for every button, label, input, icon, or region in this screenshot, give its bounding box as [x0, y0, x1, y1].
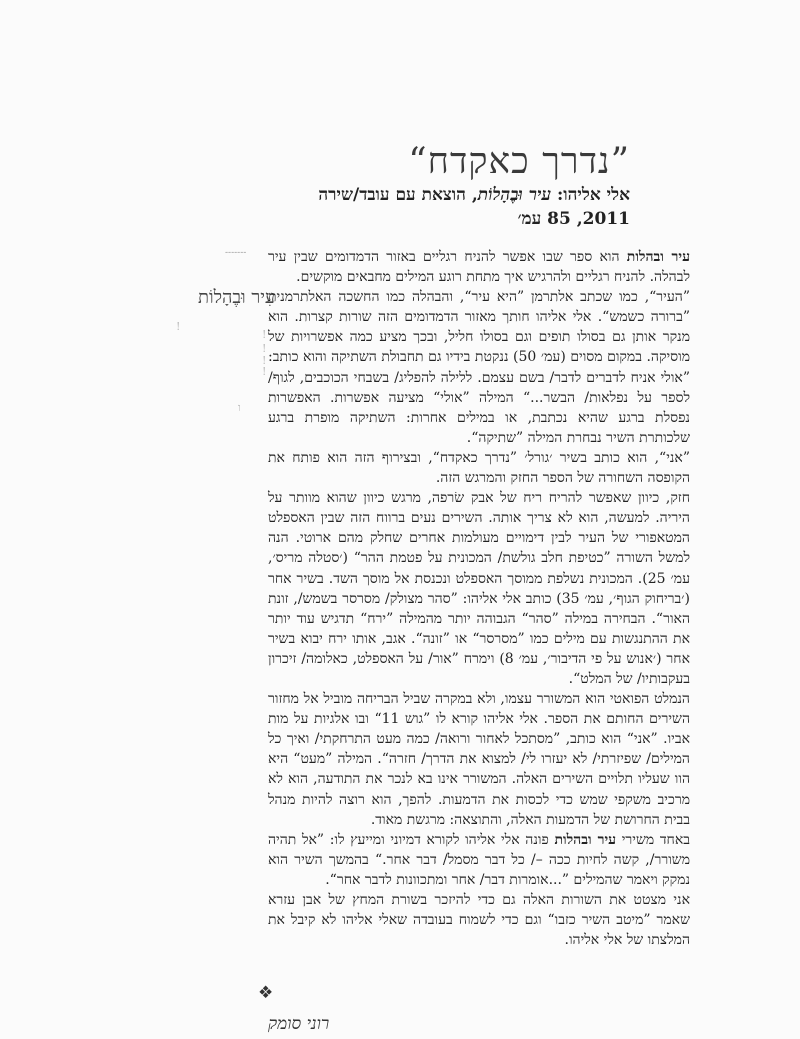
- margin-mark: !: [176, 320, 181, 333]
- review-paragraph: [268, 247, 690, 287]
- review-paragraph: [268, 890, 690, 950]
- paragraph-text: ”העיר“, כמו שכתב אלתרמן ”היא עיר“, והבהלה כמו החשכה האלתרמנית ”ברורה כשמש“. אלי אליהו חותך מאזור הדמדומים הזה שורות קצרות. הוא מנקר אותן גם בסולו תופים וגם בסולו חליל, ובכך מציע כמה אפשרויות של מוסיקה. במקום מסוים (עמ׳ 50) ננקטת בידיו גם תחבולת השתיקה והוא כותב: ”אולי אניח לדברים לדבר/ בשם עצמם. ללילה להפליג/ בשבחי הכוכבים, לגוף/ לספר על נפלאות/ הבשר...“ המילה ”אולי“ מציעה אפשרות. האפשרות נפסלת ברגע שהיא נכתבת, או במילים אחרות: השתיקה מופרת ברגע שלכותרת השיר נבחרת המילה ”שתיקה“.: [268, 289, 690, 446]
- paragraph-text: אני מצטט את השורות האלה גם כדי להיזכר בשורת המחץ של אבן עזרא שאמר ”מיטב השיר כזבו“ וגם כדי לשמוח בעובדה שאלי אליהו לא קיבל את המלצתו של אלי אליהו.: [268, 892, 690, 949]
- book-reference-line1: [110, 183, 630, 207]
- review-paragraph: [268, 689, 690, 830]
- paragraph-text: ”אני“, הוא כותב בשיר ׳גורל׳ ”נדרך כאקדח“, ובצירוף הזה הוא פותח את הקופסה השחורה של הספר החזק והמרגש הזה.: [268, 449, 690, 487]
- side-book-title: עִיר וּבֶהָלוֹת: [198, 287, 276, 308]
- review-paragraph: [268, 448, 690, 488]
- end-ornament-icon: ❖: [258, 983, 274, 1003]
- margin-mark: !: [262, 342, 267, 355]
- review-paragraph: [268, 488, 690, 689]
- review-author: רוני סומק: [268, 1014, 330, 1034]
- paragraph-text: הוא ספר שבו אפשר להניח רגליים באזור הדמדומים שבין עיר לבהלה. להניח רגליים ולהרגיש איך מתחת רוגע המילים מחבאים מוקשים.: [268, 249, 690, 286]
- book-author: אלי אליהו:: [551, 185, 630, 205]
- margin-mark: ו: [238, 401, 241, 414]
- paragraph-text: באחד משירי: [616, 831, 690, 848]
- margin-scribble: -------: [225, 248, 247, 258]
- book-title: עיר וּבֶהָלוֹת: [477, 185, 552, 205]
- margin-mark: !: [262, 328, 267, 341]
- review-paragraph: [268, 830, 690, 890]
- book-publisher: , הוצאת עם עובד/שירה: [318, 185, 478, 205]
- margin-mark: !: [262, 365, 267, 378]
- paragraph-text: חזק, כיוון שאפשר להריח ריח של אבק שׂרפה, מרגש כיוון שהוא מוותר על היריה. למעשה, הוא לא צריך אותה. השירים נעים ברווח הזה שבין האספלט המטאפורי של העיר לבין דימויים מעולמות אחרים שחלק מהם ארוטי. הנה למשל השורה ”כטיפת חלב גולשת/ המכונית על פטמת ההר“ (׳סטלה מריס׳, עמ׳ 25). המכונית נשלפת ממוסך האספלט ונכנסת אל מוסך השד. בשיר אחר (׳בריחוק הגוף׳, עמ׳ 35) כותב אלי אליהו: ”סהר מצולק/ מסרסר בשמש/, זונת האור“. הבחירה במילה ”סהר“ הגבוהה יותר מהמילה ”ירח“ תדגיש עוד יותר את ההתנגשות עם מילים כמו ”מסרסר“ או ”זונה“. אגב, אותו ירח יבוא בשיר אחר (׳אנוש על פי הדיבור׳, עמ׳ 8) וימרח ”אור/ על האספלט, כאלומה/ זיכרון בעקבותיו/ של המלט“.: [268, 490, 690, 687]
- review-body: [268, 247, 690, 950]
- book-title-mention: עיר ובהלות: [626, 249, 691, 265]
- book-year-pages: 2011, 85 עמ׳: [517, 209, 630, 229]
- book-title-mention: עיר ובהלות: [554, 831, 617, 848]
- book-reference: [110, 183, 630, 231]
- paragraph-text: הנמלט הפואטי הוא המשורר עצמו, ולא במקרה שביל הבריחה מוביל אל מחזור השירים החותם את הספר. אלי אליהו קורא לו ”גוש 11“ ובו אלגיות על מות אביו. ”אני“ הוא כותב, ”מסתכל לאחור ורואה/ כמה מעט התרחקתי/ ואיך כל המילים/ שפיזרתי/ לא יעזרו לי/ למצוא את הדרך/ חזרה“. המילה ”מעט“ היא הוו שעליו תלויים השירים האלה. המשורר אינו בא לנכר את התודעה, הוא לא מרכיב משקפי שמש כדי לכסות את הדמעות. להפך, הוא רוצה להיות מנהל בבית החרושת של הדמעות האלה, והתוצאה: מרגשת מאוד.: [268, 691, 690, 828]
- review-paragraph: [268, 287, 690, 448]
- margin-mark: !: [262, 354, 267, 367]
- page-title: ”נדרך כאקדח“: [408, 141, 630, 182]
- paragraph-text: פונה אלי אליהו לקורא דמיוני ומייעץ לו: ”אל תהיה משורר/, קשה לחיות ככה –/ כל דבר מסמל/ דבר אחר.“ בהמשך השיר הוא נמקק ויאמר שהמילים ”...אומרות דבר/ אחר ומתכוונות לדבר אחר“.: [268, 831, 690, 888]
